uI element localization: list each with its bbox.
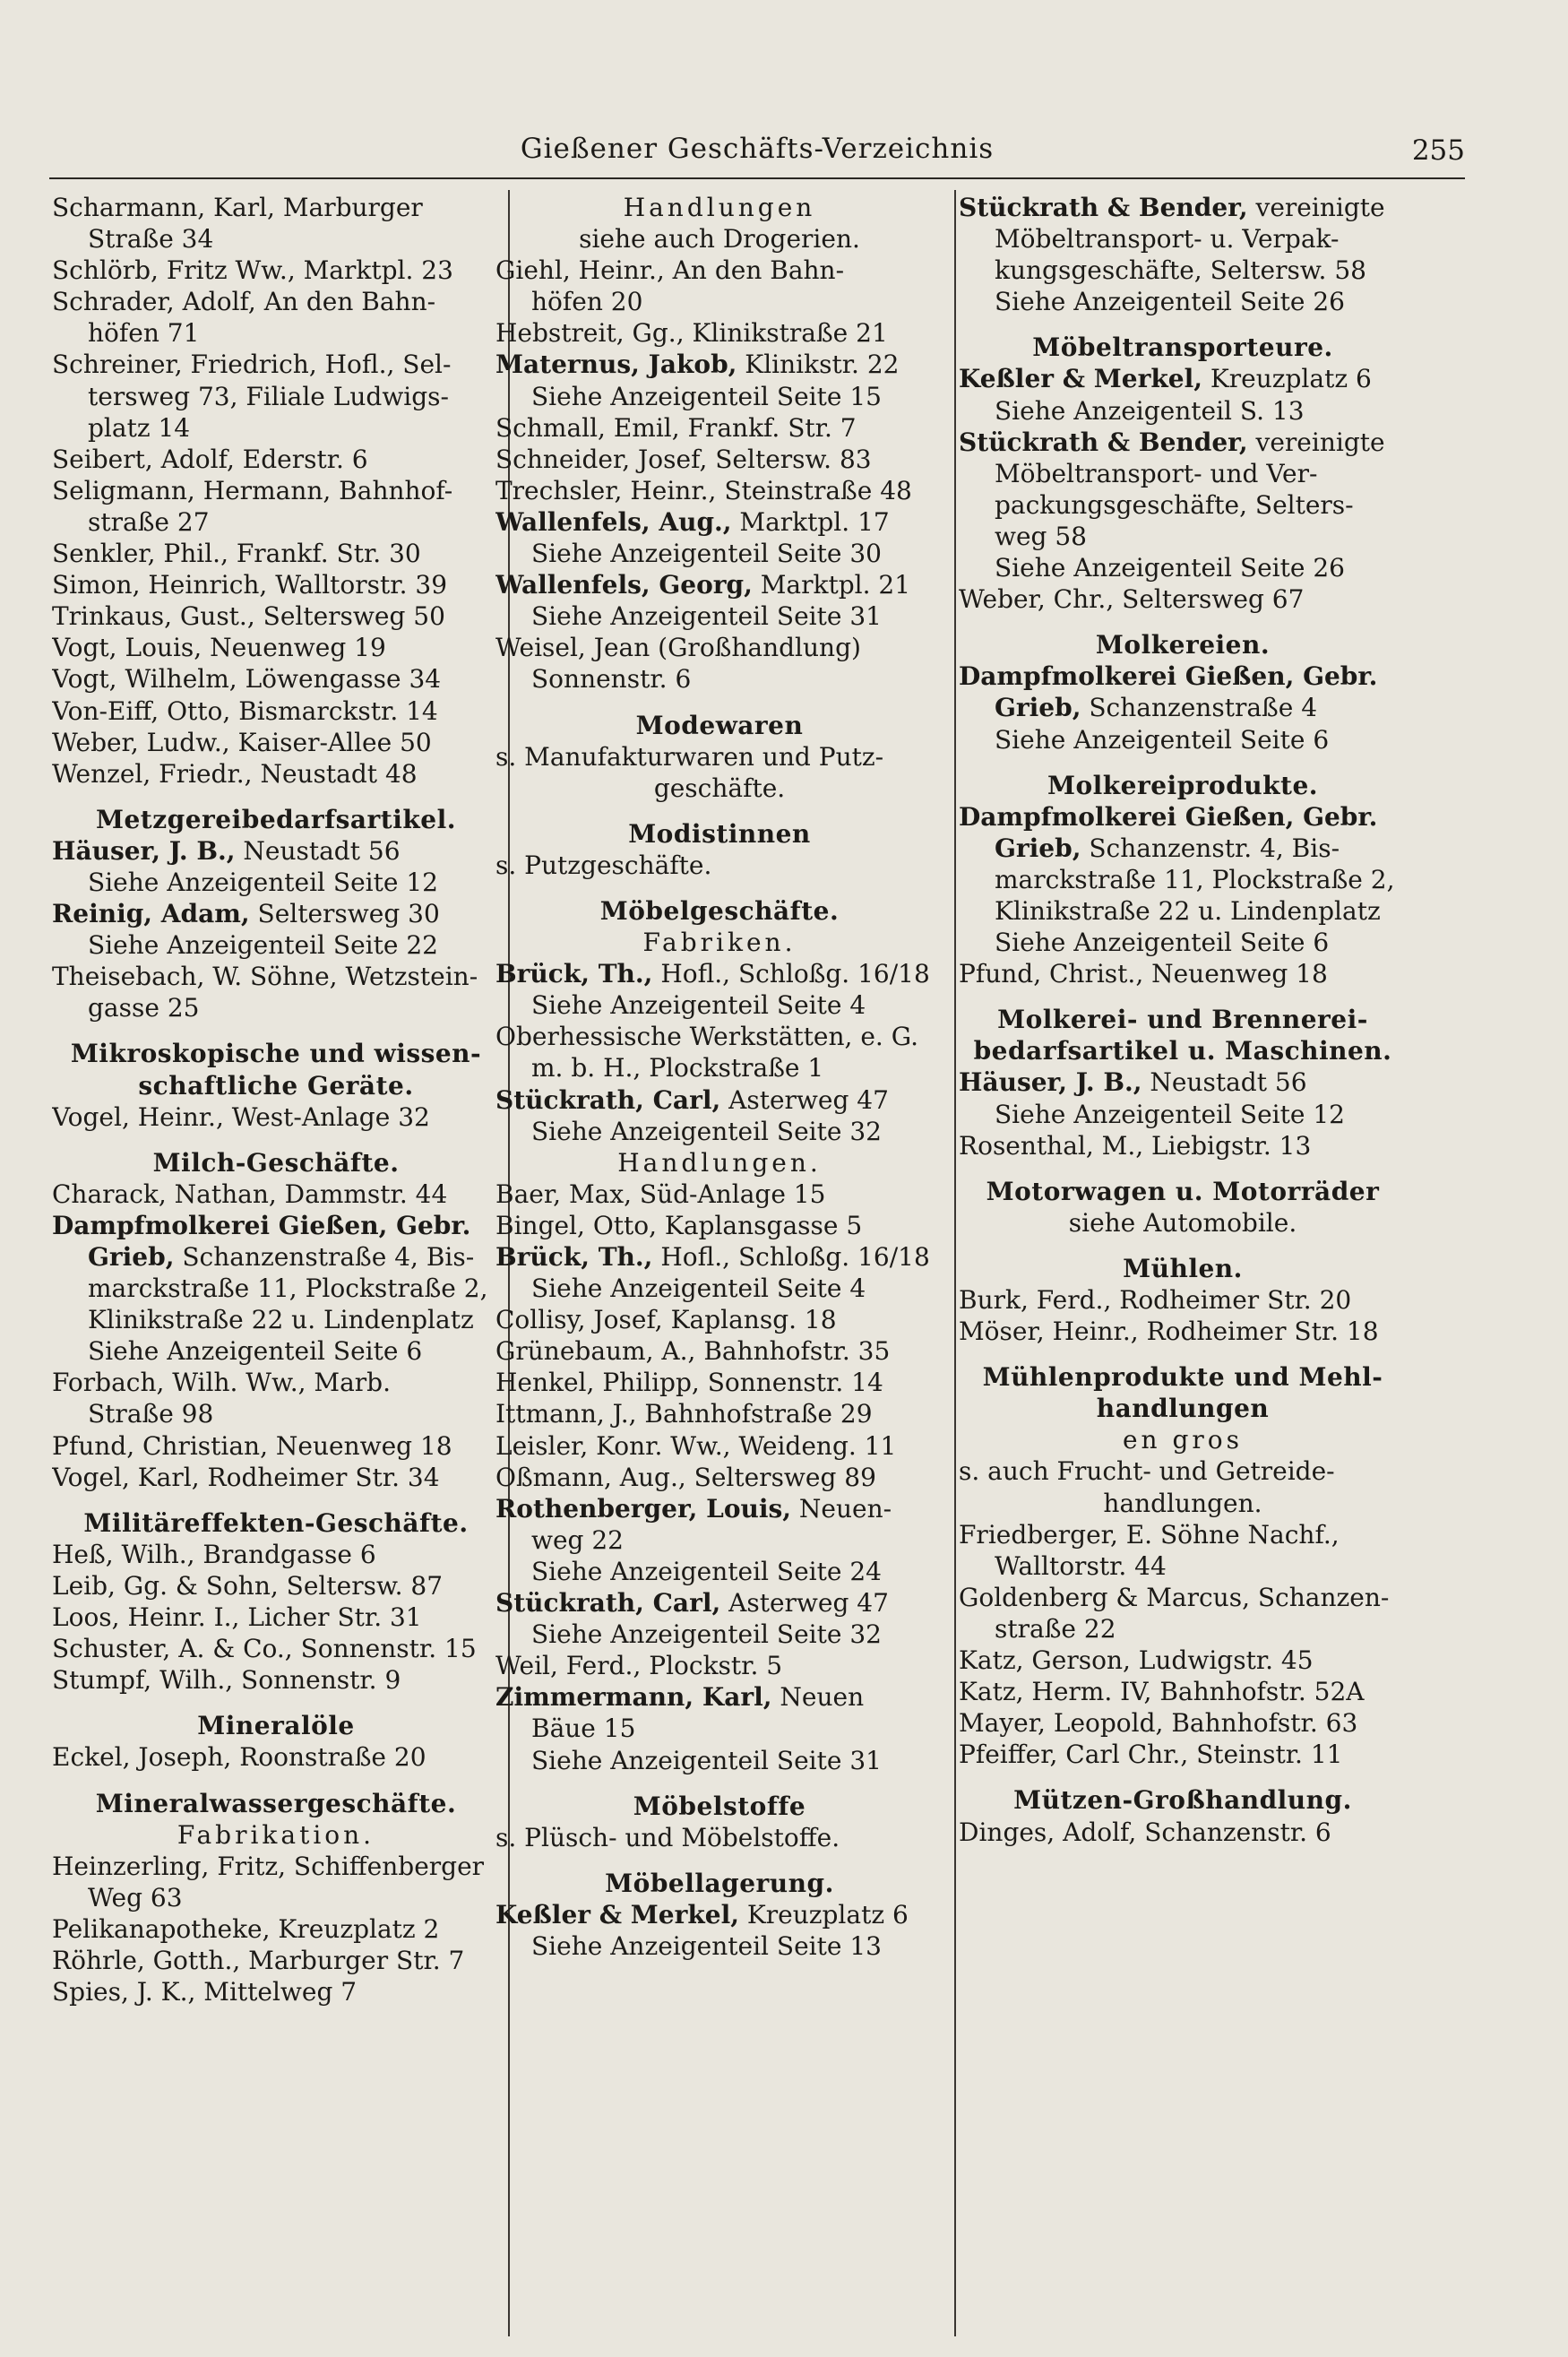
firm-name: Stückrath & Bender, [959,193,1248,222]
directory-line: Stückrath, Carl, Asterweg 47 [495,1588,889,1619]
directory-line: Trinkaus, Gust., Seltersweg 50 [52,601,445,632]
firm-name: Brück, Th., [495,1242,653,1272]
directory-line: siehe Automobile. [1068,1207,1297,1238]
directory-line: Maternus, Jakob, Klinikstr. 22 [495,350,900,380]
directory-line: Theisebach, W. Söhne, Wetzstein- [52,962,478,992]
directory-line: Siehe Anzeigenteil Seite 6 [995,928,1330,958]
directory-line: Charack, Nathan, Dammstr. 44 [52,1178,448,1209]
directory-line: straße 27 [88,506,210,537]
directory-line: weg 58 [995,521,1087,551]
section-heading: Milch-Geschäfte. [152,1147,400,1178]
firm-name: Wallenfels, Georg, [495,570,753,600]
firm-name: Stückrath, Carl, [495,1588,721,1619]
firm-name: Dampfmolkerei Gießen, Gebr. [959,801,1378,832]
spacer [959,1161,1407,1176]
directory-line: Straße 98 [88,1399,214,1429]
directory-line: Klinikstraße 22 u. Lindenplatz [995,895,1381,926]
spacer [495,1776,943,1791]
section-heading: Molkerei- und Brennerei- [997,1005,1368,1035]
firm-name: Häuser, J. B., [52,835,236,866]
spacer [52,1493,500,1507]
directory-line: tersweg 73, Filiale Ludwigs- [88,381,450,411]
directory-line: Siehe Anzeigenteil Seite 31 [531,1745,882,1775]
firm-name: Zimmermann, Karl, [495,1682,772,1713]
directory-line: Bäue 15 [531,1714,636,1744]
directory-line: Siehe Anzeigenteil Seite 6 [88,1336,423,1367]
directory-line: Reinig, Adam, Seltersweg 30 [52,899,440,929]
page-number: 255 [1411,134,1465,167]
directory-line: Katz, Herm. IV, Bahnhofstr. 52A [959,1677,1365,1707]
directory-line: Collisy, Josef, Kaplansg. 18 [495,1305,837,1335]
firm-name: Grieb, [995,833,1081,863]
directory-line: Heß, Wilh., Brandgasse 6 [52,1539,376,1569]
section-heading: Mühlen. [1123,1253,1243,1283]
directory-line: Häuser, J. B., Neustadt 56 [959,1067,1307,1098]
directory-line: Siehe Anzeigenteil S. 13 [995,395,1305,426]
column-right [959,192,1407,1848]
page-title: Gießener Geschäfts-Verzeichnis [520,133,995,165]
section-heading: Mineralwassergeschäfte. [95,1788,457,1818]
section-heading: Mützen-Großhandlung. [1013,1785,1352,1816]
directory-line: Häuser, J. B., Neustadt 56 [52,835,401,866]
spacer [52,1696,500,1710]
section-heading: Mühlenprodukte und Mehl- [982,1362,1383,1393]
directory-line: Grieb, Schanzenstraße 4, Bis- [88,1242,475,1272]
directory-line: Klinikstraße 22 u. Lindenplatz [88,1305,474,1335]
section-heading: Motorwagen u. Motorräder [986,1176,1380,1206]
spacer [52,790,500,804]
firm-name: Brück, Th., [495,959,653,989]
directory-line: Siehe Anzeigenteil Seite 13 [531,1930,882,1961]
directory-line: Goldenberg & Marcus, Schanzen- [959,1582,1390,1612]
firm-name: Wallenfels, Aug., [495,506,732,537]
firm-name: Stückrath & Bender, [959,427,1248,457]
column-left [52,192,500,2007]
directory-line: handlungen. [1103,1488,1262,1518]
spacer [495,804,943,818]
directory-line: Schneider, Josef, Seltersw. 83 [495,444,872,474]
directory-line: Trechsler, Heinr., Steinstraße 48 [495,475,912,505]
directory-line: Schlörb, Fritz Ww., Marktpl. 23 [52,255,453,286]
directory-line: Mayer, Leopold, Bahnhofstr. 63 [959,1708,1358,1739]
directory-line: Weber, Ludw., Kaiser-Allee 50 [52,727,432,757]
directory-line: Grieb, Schanzenstraße 4 [995,693,1318,723]
directory-line: marckstraße 11, Plockstraße 2, [995,864,1395,894]
header-rule [49,177,1465,179]
directory-line: s. auch Frucht- und Getreide- [959,1456,1335,1487]
directory-line: Siehe Anzeigenteil Seite 30 [531,539,882,569]
directory-line: Scharmann, Karl, Marburger [52,193,423,222]
directory-line: Heinzerling, Fritz, Schiffenberger [52,1851,485,1881]
directory-line: Eckel, Joseph, Roonstraße 20 [52,1742,426,1773]
directory-line: Schuster, A. & Co., Sonnenstr. 15 [52,1634,477,1664]
directory-line: en gros [1122,1425,1244,1455]
directory-line: Möser, Heinr., Rodheimer Str. 18 [959,1317,1379,1347]
directory-line: Handlungen [623,193,816,222]
spacer [495,881,943,895]
firm-name: Reinig, Adam, [52,899,250,929]
firm-name: Keßler & Merkel, [495,1899,739,1930]
directory-line: Siehe Anzeigenteil Seite 4 [531,990,866,1021]
section-heading: bedarfsartikel u. Maschinen. [973,1036,1392,1066]
directory-line: Siehe Anzeigenteil Seite 4 [531,1273,866,1304]
directory-line: Schreiner, Friedrich, Hofl., Sel- [52,350,452,380]
directory-line: Siehe Anzeigenteil Seite 6 [995,724,1330,755]
spacer [959,755,1407,770]
directory-line: kungsgeschäfte, Seltersw. 58 [995,255,1366,286]
directory-line: Bingel, Otto, Kaplansgasse 5 [495,1210,863,1240]
directory-line: Hebstreit, Gg., Klinikstraße 21 [495,318,888,349]
firm-name: Dampfmolkerei Gießen, Gebr. [52,1210,471,1240]
directory-line: Siehe Anzeigenteil Seite 12 [995,1099,1345,1129]
directory-line: Leisler, Konr. Ww., Weideng. 11 [495,1430,897,1461]
directory-line [52,1210,500,1241]
directory-line: Henkel, Philipp, Sonnenstr. 14 [495,1368,883,1398]
directory-line: Grieb, Schanzenstr. 4, Bis- [995,833,1340,863]
directory-line: s. Putzgeschäfte. [495,850,712,880]
directory-line: Sonnenstr. 6 [531,664,692,695]
spacer [495,1853,943,1868]
directory-line: Siehe Anzeigenteil Seite 31 [531,601,882,632]
spacer [495,695,943,710]
spacer [959,1239,1407,1253]
firm-name: Maternus, Jakob, [495,350,737,380]
section-heading: Militäreffekten-Geschäfte. [83,1507,469,1538]
directory-line: Siehe Anzeigenteil Seite 24 [531,1556,882,1586]
directory-line: Pfeiffer, Carl Chr., Steinstr. 11 [959,1740,1343,1770]
directory-line: Ittmann, J., Bahnhofstraße 29 [495,1399,873,1429]
spacer [959,1770,1407,1784]
directory-line: Vogel, Karl, Rodheimer Str. 34 [52,1462,440,1492]
spacer [959,615,1407,629]
directory-line: Möbeltransport- und Ver- [995,458,1318,488]
directory-line: Weisel, Jean (Großhandlung) [495,633,861,663]
directory-line: Vogt, Louis, Neuenweg 19 [52,633,386,663]
directory-line: Senkler, Phil., Frankf. Str. 30 [52,539,421,569]
section-heading: Möbelgeschäfte. [599,895,840,926]
section-heading: Metzgereibedarfsartikel. [96,804,456,834]
firm-name: Grieb, [88,1242,175,1272]
directory-line: Siehe Anzeigenteil Seite 32 [531,1619,882,1650]
directory-line: Siehe Anzeigenteil Seite 26 [995,287,1345,317]
directory-line: weg 22 [531,1524,624,1555]
directory-line: Weil, Ferd., Plockstr. 5 [495,1651,783,1681]
section-heading: Molkereiprodukte. [1047,770,1319,800]
directory-line: Leib, Gg. & Sohn, Seltersw. 87 [52,1570,444,1601]
spacer [959,317,1407,332]
directory-line: Spies, J. K., Mittelweg 7 [52,1977,358,2007]
spacer [52,1774,500,1788]
directory-line: höfen 20 [531,287,643,317]
section-heading: Modewaren [635,710,804,740]
directory-line: packungsgeschäfte, Selters- [995,489,1354,520]
directory-line: Dinges, Adolf, Schanzenstr. 6 [959,1817,1331,1847]
section-heading: Möbellagerung. [605,1868,834,1898]
directory-line: Weg 63 [88,1882,183,1912]
spacer [959,989,1407,1004]
directory-line: Siehe Anzeigenteil Seite 12 [88,867,438,897]
firm-name: Grieb, [995,693,1081,723]
directory-line: Oberhessische Werkstätten, e. G. [495,1022,918,1052]
directory-line: Wallenfels, Aug., Marktpl. 17 [495,506,890,537]
directory-line: Stückrath, Carl, Asterweg 47 [495,1084,889,1115]
directory-line: Stumpf, Wilh., Sonnenstr. 9 [52,1665,401,1696]
directory-line: Wenzel, Friedr., Neustadt 48 [52,758,418,789]
directory-line [959,801,1407,833]
directory-line: Loos, Heinr. I., Licher Str. 31 [52,1602,422,1633]
firm-name: Häuser, J. B., [959,1067,1142,1098]
section-heading: Molkereien. [1095,630,1271,660]
directory-line: m. b. H., Plockstraße 1 [531,1053,824,1084]
directory-line: Weber, Chr., Seltersweg 67 [959,584,1305,615]
directory-line: Forbach, Wilh. Ww., Marb. [52,1368,391,1398]
directory-line: Pelikanapotheke, Kreuzplatz 2 [52,1913,440,1944]
section-heading: handlungen [1096,1394,1270,1424]
directory-line: s. Plüsch- und Möbelstoffe. [495,1822,840,1852]
directory-line: Brück, Th., Hofl., Schloßg. 16/18 [495,1242,930,1272]
directory-line: Wallenfels, Georg, Marktpl. 21 [495,570,911,600]
directory-line: Möbeltransport- u. Verpak- [995,224,1340,255]
directory-line: Schrader, Adolf, An den Bahn- [52,287,436,317]
directory-line: Von-Eiff, Otto, Bismarckstr. 14 [52,695,438,726]
directory-line: Keßler & Merkel, Kreuzplatz 6 [495,1899,909,1930]
directory-line [959,660,1407,692]
directory-line: Walltorstr. 44 [995,1550,1167,1581]
directory-line: Rothenberger, Louis, Neuen- [495,1493,892,1524]
directory-line: marckstraße 11, Plockstraße 2, [88,1273,488,1304]
directory-line: straße 22 [995,1613,1116,1644]
section-heading: Mikroskopische und wissen- [70,1039,482,1069]
directory-line: geschäfte. [653,773,786,803]
firm-name: Dampfmolkerei Gießen, Gebr. [959,661,1378,692]
directory-line: Siehe Anzeigenteil Seite 32 [531,1116,882,1146]
directory-line: Siehe Anzeigenteil Seite 15 [531,381,882,411]
section-heading: Möbeltransporteure. [1032,332,1333,363]
directory-line: gasse 25 [88,993,200,1023]
directory-line: Straße 34 [88,224,214,255]
directory-line: Seibert, Adolf, Ederstr. 6 [52,444,368,474]
section-heading: Möbelstoffe [633,1791,806,1821]
column-divider-2 [954,190,956,2336]
directory-line: Brück, Th., Hofl., Schloßg. 16/18 [495,959,930,989]
directory-line: Baer, Max, Süd-Anlage 15 [495,1178,826,1209]
directory-line: Schmall, Emil, Frankf. Str. 7 [495,412,857,443]
directory-line: Vogel, Heinr., West-Anlage 32 [52,1101,430,1132]
directory-line: platz 14 [88,412,191,443]
firm-name: Keßler & Merkel, [959,364,1202,394]
directory-line: Simon, Heinrich, Walltorstr. 39 [52,570,448,600]
directory-line: höfen 71 [88,318,200,349]
section-heading: schaftliche Geräte. [138,1070,414,1101]
directory-line: Oßmann, Aug., Seltersweg 89 [495,1462,876,1492]
spacer [52,1133,500,1147]
section-heading: Mineralöle [197,1711,355,1741]
section-heading: Modistinnen [628,818,811,849]
spacer [959,1347,1407,1361]
directory-line: Grünebaum, A., Bahnhofstr. 35 [495,1336,891,1367]
directory-line: Stückrath & Bender, vereinigte [959,193,1385,222]
directory-line: Burk, Ferd., Rodheimer Str. 20 [959,1285,1352,1315]
directory-line: Fabrikation. [177,1819,375,1850]
directory-line: Siehe Anzeigenteil Seite 22 [88,930,438,961]
directory-line: Katz, Gerson, Ludwigstr. 45 [959,1645,1314,1676]
directory-line: Vogt, Wilhelm, Löwengasse 34 [52,664,442,695]
directory-line: Seligmann, Hermann, Bahnhof- [52,475,453,505]
directory-line: Giehl, Heinr., An den Bahn- [495,255,845,286]
firm-name: Stückrath, Carl, [495,1084,721,1115]
directory-line: Stückrath & Bender, vereinigte [959,427,1385,457]
directory-line: siehe auch Drogerien. [579,224,860,255]
directory-line: s. Manufakturwaren und Putz- [495,741,884,772]
spacer [52,1023,500,1038]
directory-line: Friedberger, E. Söhne Nachf., [959,1519,1340,1550]
directory-line: Handlungen. [617,1147,822,1178]
directory-line: Siehe Anzeigenteil Seite 26 [995,553,1345,583]
directory-line: Röhrle, Gotth., Marburger Str. 7 [52,1945,465,1975]
directory-line: Zimmermann, Karl, Neuen [495,1682,865,1713]
column-middle [495,192,943,1962]
firm-name: Rothenberger, Louis, [495,1493,792,1524]
directory-line: Keßler & Merkel, Kreuzplatz 6 [959,364,1372,394]
directory-line: Rosenthal, M., Liebigstr. 13 [959,1130,1312,1161]
directory-line: Pfund, Christian, Neuenweg 18 [52,1430,452,1461]
directory-line: Fabriken. [642,928,797,958]
directory-line: Pfund, Christ., Neuenweg 18 [959,959,1328,989]
